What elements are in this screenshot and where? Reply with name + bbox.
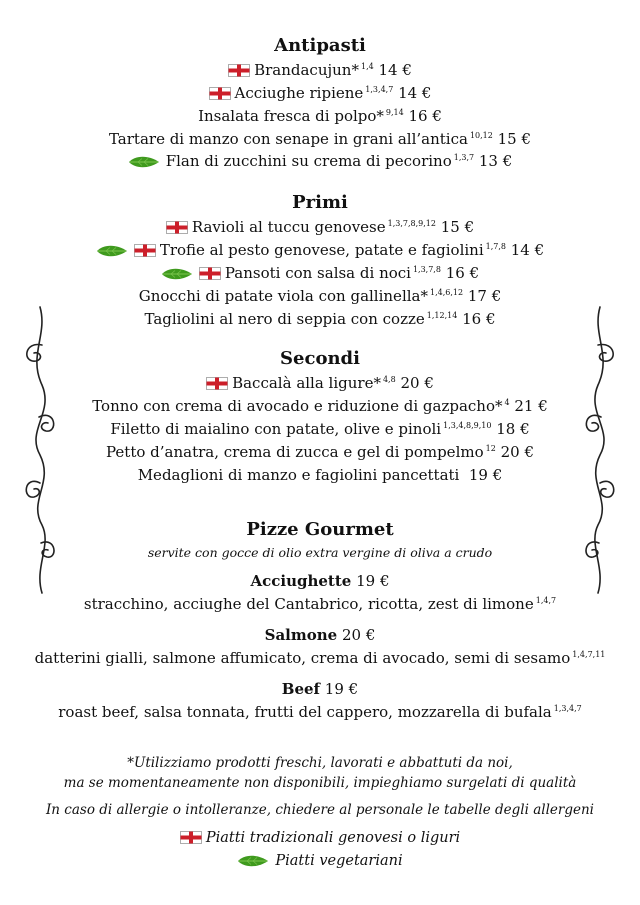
menu-item: Ravioli al tuccu genovese $^{1,3,7,8,9,12}$ 15 € [0, 217, 640, 237]
primi-title: Primi [292, 192, 348, 213]
genoa-flag-icon [209, 87, 231, 100]
menu-item: Acciughe ripiene $^{1,3,4,7}$ 14 € [0, 83, 640, 103]
pizza-name: Acciughette 19 € [250, 572, 390, 590]
legend-genovese: Piatti tradizionali genovesi o liguri [0, 828, 640, 848]
genoa-flag-icon [228, 64, 250, 77]
legend-vegetariani: Piatti vegetariani [0, 851, 640, 871]
allergy-note: In caso di allergie o intolleranze, chiedere al personale le tabelle degli allergeni [45, 802, 595, 818]
leaf-icon [161, 267, 193, 281]
note-line: *Utilizziamo prodotti freschi, lavorati e abbattuti da noi, [127, 755, 513, 771]
menu-item: Flan di zucchini su crema di pecorino $^{1,3,7}$ 13 € [0, 151, 640, 171]
menu-item: Insalata fresca di polpo* $^{9,14}$ 16 € [198, 107, 442, 125]
pizza-description: stracchino, acciughe del Cantabrico, ricotta, zest di limone $^{1,4,7}$ [83, 595, 557, 613]
genoa-flag-icon [199, 267, 221, 280]
pizze-subtitle: servite con gocce di olio extra vergine di oliva a crudo [147, 545, 493, 560]
genoa-flag-icon [134, 244, 156, 257]
menu-item: Tagliolini al nero di seppia con cozze $^{1,12,14}$ 16 € [144, 310, 496, 328]
menu-item: Pansoti con salsa di noci $^{1,3,7,8}$ 16 € [0, 263, 640, 283]
pizza-description: datterini gialli, salmone affumicato, crema di avocado, semi di sesamo $^{1,4,7,11}$ [34, 649, 606, 667]
menu-item: Tartare di manzo con senape in grani all’antica $^{10,12}$ 15 € [108, 130, 532, 148]
menu-item: Filetto di maialino con patate, olive e pinoli $^{1,3,4,8,9,10}$ 18 € [110, 420, 530, 438]
pizza-description: roast beef, salsa tonnata, frutti del cappero, mozzarella di bufala $^{1,3,4,7}$ [58, 703, 582, 721]
secondi-title: Secondi [280, 348, 360, 369]
menu-item: Petto d’anatra, crema di zucca e gel di pompelmo $^{12}$ 20 € [106, 443, 534, 461]
genoa-flag-icon [166, 221, 188, 234]
antipasti-title: Antipasti [274, 35, 366, 56]
menu-item: Trofie al pesto genovese, patate e fagiolini $^{1,7,8}$ 14 € [0, 240, 640, 260]
pizze-title: Pizze Gourmet [246, 519, 394, 540]
menu-item: Brandacujun* $^{1,4}$ 14 € [0, 60, 640, 80]
menu-item: Baccalà alla ligure* $^{4,8}$ 20 € [0, 373, 640, 393]
menu-item: Gnocchi di patate viola con gallinella* $^{1,4,6,12}$ 17 € [138, 287, 502, 305]
pizza-name: Salmone 20 € [264, 626, 376, 644]
menu-item: Medaglioni di manzo e fagiolini pancettati 19 € [137, 466, 503, 484]
genoa-flag-icon [206, 377, 228, 390]
menu-item: Tonno con crema di avocado e riduzione di gazpacho* $^4$ 21 € [92, 397, 548, 415]
note-line: ma se momentaneamente non disponibili, impieghiamo surgelati di qualità [63, 775, 577, 791]
leaf-icon [237, 854, 269, 868]
pizza-name: Beef 19 € [281, 680, 359, 698]
leaf-icon [128, 155, 160, 169]
genoa-flag-icon [180, 831, 202, 844]
leaf-icon [96, 244, 128, 258]
